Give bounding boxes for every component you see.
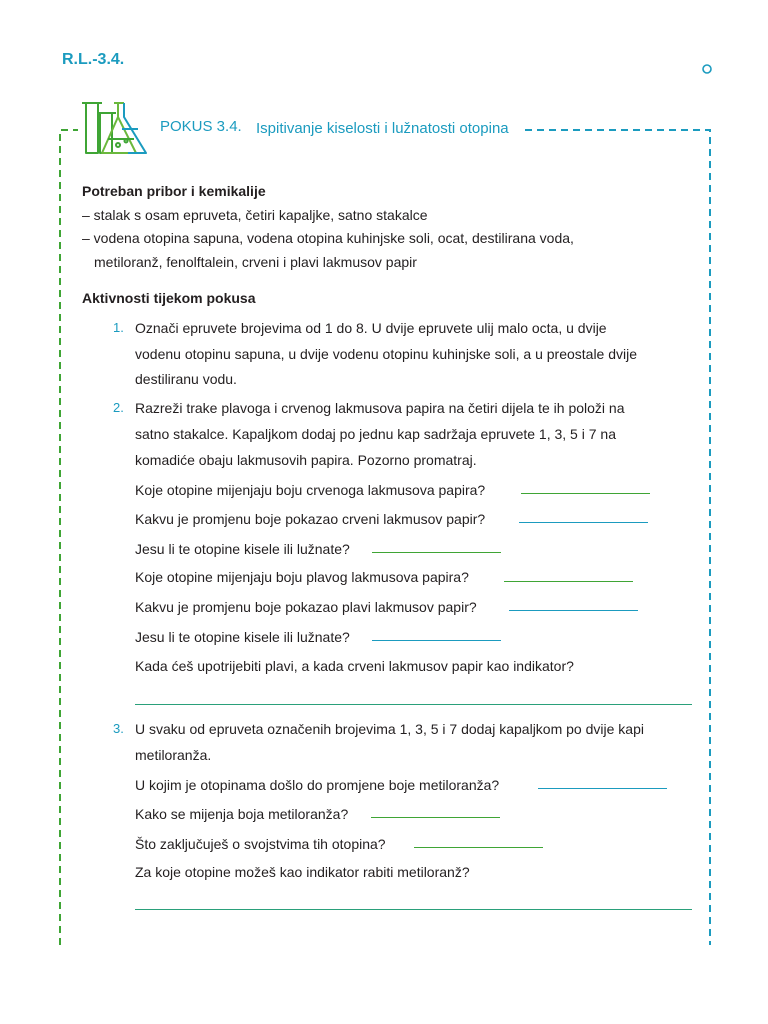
question-text: Što zaključuješ o svojstvima tih otopina? [135, 836, 386, 852]
question-text: Koje otopine mijenjaju boju crvenoga lakmusova papira? [135, 482, 486, 498]
equipment-heading: Potreban pribor i kemikalije [82, 183, 266, 199]
step-number: 1. [113, 320, 124, 335]
answer-line[interactable] [414, 847, 543, 848]
question-text: Koje otopine mijenjaju boju plavog lakmusova papira? [135, 569, 469, 585]
question-text: Za koje otopine možeš kao indikator rabiti metiloranž? [135, 864, 470, 880]
step-text: komadiće obaju lakmusovih papira. Pozorno promatraj. [135, 452, 477, 468]
answer-line[interactable] [509, 610, 638, 611]
worksheet-code: R.L.-3.4. [62, 51, 125, 68]
equipment-line: metiloranž, fenolftalein, crveni i plavi lakmusov papir [94, 254, 417, 270]
answer-line[interactable] [521, 493, 650, 494]
equipment-line: – vodena otopina sapuna, vodena otopina kuhinjske soli, ocat, destilirana voda, [82, 230, 574, 246]
question-text: Kakvu je promjenu boje pokazao plavi lakmusov papir? [135, 599, 477, 615]
experiment-title: Ispitivanje kiselosti i lužnatosti otopina [256, 120, 509, 137]
question-text: Kada ćeš upotrijebiti plavi, a kada crveni lakmusov papir kao indikator? [135, 658, 574, 674]
answer-line[interactable] [538, 788, 667, 789]
step-text: metiloranža. [135, 747, 212, 763]
step-text: U svaku od epruveta označenih brojevima 1, 3, 5 i 7 dodaj kapaljkom po dvije kapi [135, 721, 644, 737]
step-text: vodenu otopinu sapuna, u dvije vodenu otopinu kuhinjske soli, a u preostale dvije [135, 346, 638, 362]
step-text: destiliranu vodu. [135, 371, 237, 387]
step-text: Razreži trake plavoga i crvenog lakmusova papira na četiri dijela te ih položi na [135, 400, 625, 416]
question-text: Kako se mijenja boja metiloranža? [135, 806, 349, 822]
equipment-line: – stalak s osam epruveta, četiri kapaljke, satno stakalce [82, 207, 428, 223]
answer-line[interactable] [372, 552, 501, 553]
question-text: U kojim je otopinama došlo do promjene boje metiloranža? [135, 777, 500, 793]
question-text: Jesu li te otopine kisele ili lužnate? [135, 629, 350, 645]
answer-line[interactable] [504, 581, 633, 582]
experiment-number: POKUS 3.4. [160, 118, 242, 135]
answer-line[interactable] [135, 704, 692, 705]
step-text: Označi epruvete brojevima od 1 do 8. U dvije epruvete ulij malo octa, u dvije [135, 320, 607, 336]
answer-line[interactable] [372, 640, 501, 641]
step-number: 3. [113, 721, 124, 736]
step-text: satno stakalce. Kapaljkom dodaj po jednu kap sadržaja epruvete 1, 3, 5 i 7 na [135, 426, 616, 442]
step-number: 2. [113, 400, 124, 415]
answer-line[interactable] [135, 909, 692, 910]
question-text: Jesu li te otopine kisele ili lužnate? [135, 541, 350, 557]
activities-heading: Aktivnosti tijekom pokusa [82, 290, 256, 306]
answer-line[interactable] [371, 817, 500, 818]
question-text: Kakvu je promjenu boje pokazao crveni lakmusov papir? [135, 511, 486, 527]
answer-line[interactable] [519, 522, 648, 523]
flask-icon [78, 93, 156, 159]
